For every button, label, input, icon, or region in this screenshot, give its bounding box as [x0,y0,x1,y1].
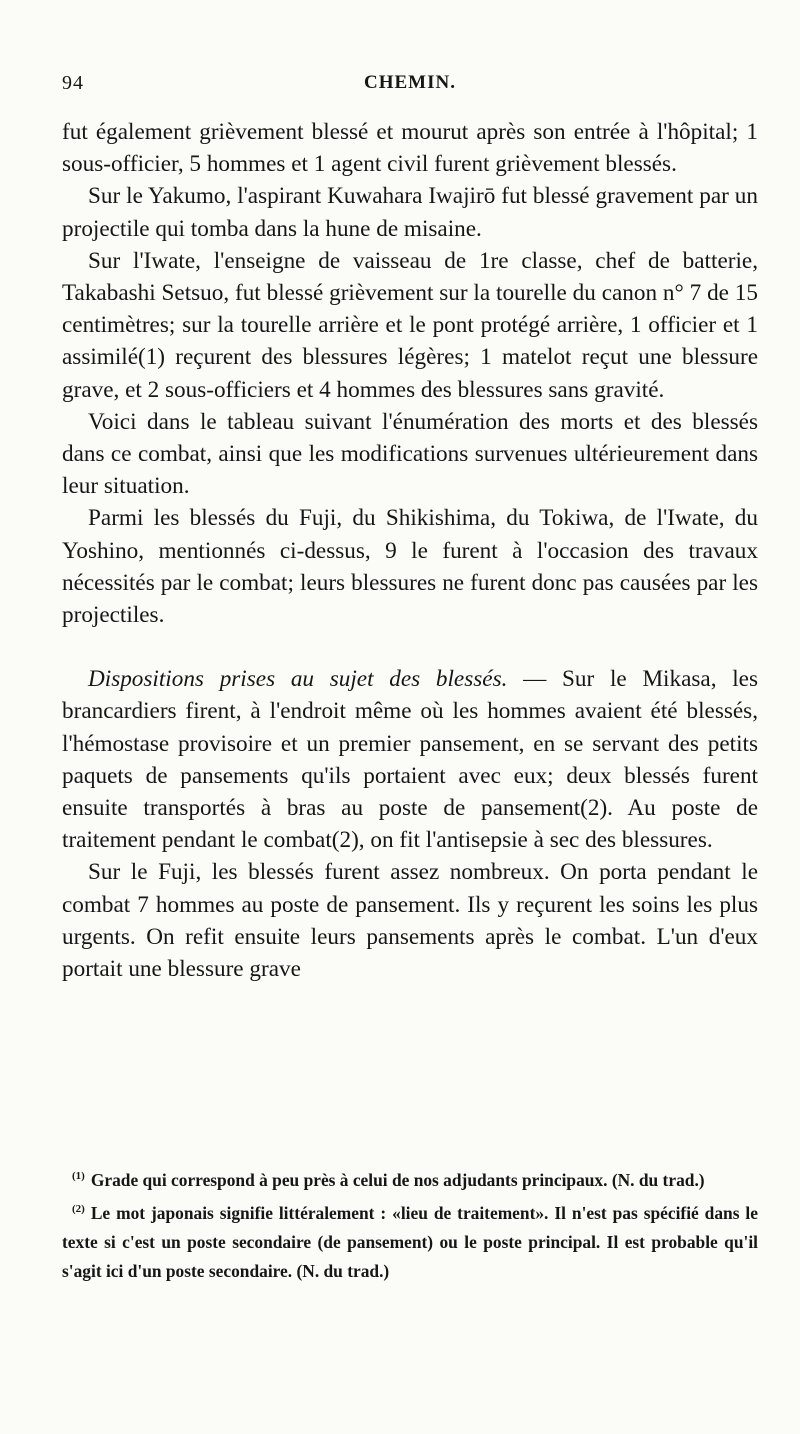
footnote [62,1162,758,1195]
footnotes [62,1162,758,1286]
section-lead: Dispositions prises au sujet des blessés. [88,666,508,693]
running-title: CHEMIN. [364,72,456,93]
paragraph: fut également grièvement blessé et mourut après son entrée à l'hôpital; 1 sous-officier, 5 hommes et 1 agent civil furent grièvement blessés. [62,119,758,178]
footnote-text: Grade qui correspond à peu près à celui de nos adjudants principaux. (N. du trad.) [90,1169,705,1190]
paragraph: Sur l'Iwate, l'enseigne de vaisseau de 1re classe, chef de batterie, Takabashi Setsuo, fut blessé grièvement sur la tourelle du canon n° 7 de 15 centimètres; sur la tourelle arrière et le pont protégé arrière, 1 officier et 1 assimilé(1) reçurent des blessures légères; 1 matelot reçut une blessure grave, et 2 sous-officiers et 4 hommes des blessures sans gravité. [62,247,758,403]
paragraph: Voici dans le tableau suivant l'énumération des morts et des blessés dans ce combat, ainsi que les modifications survenues ultérieurement dans leur situation. [62,408,758,500]
footnote-mark: (1) [72,1170,85,1182]
footnote [62,1195,758,1286]
paragraph: Sur le Fuji, les blessés furent assez nombreux. On porta pendant le combat 7 hommes au poste de pansement. Ils y reçurent les soins les plus urgents. On refit ensuite leurs pansements après le combat. L'un d'eux portait une blessure grave [62,859,758,983]
body-text [62,116,758,985]
section-spacer [62,631,758,663]
section-paragraph [62,663,758,856]
footnote-text: Le mot japonais signifie littéralement : «lieu de traitement». Il n'est pas spécifié dans le texte si c'est un poste secondaire (de pansement) ou le poste principal. Il est probable qu'il s'agit ici d'un poste secondaire. (N. du trad.) [62,1202,758,1281]
section-text: — Sur le Mikasa, les brancardiers firent, à l'endroit même où les hommes avaient été blessés, l'hémostase provisoire et un premier pansement, en se servant des petits paquets de pansements qu'ils portaient avec eux; deux blessés furent ensuite transportés à bras au poste de pansement(2). Au poste de traitement pendant le combat(2), on fit l'antisepsie à sec des blessures. [62,666,758,854]
page-header [62,72,758,100]
page-number: 94 [62,72,84,94]
paragraph: Sur le Yakumo, l'aspirant Kuwahara Iwajirō fut blessé gravement par un projectile qui tomba dans la hune de misaine. [62,183,758,242]
paragraph: Parmi les blessés du Fuji, du Shikishima, du Tokiwa, de l'Iwate, du Yoshino, mentionnés ci-dessus, 9 le furent à l'occasion des travaux nécessités par le combat; leurs blessures ne furent donc pas causées par les projectiles. [62,505,758,629]
footnote-mark: (2) [72,1202,85,1215]
